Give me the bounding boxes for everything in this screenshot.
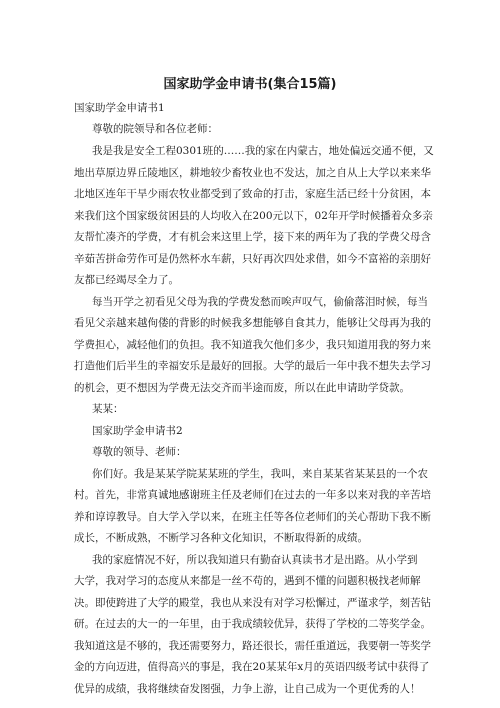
- body-line: 我知道这是不够的，我还需要努力，路还很长，需任重道远，我要朝一等奖学: [74, 640, 431, 652]
- body-line: 优异的成绩，我将继续奋发图强，力争上游，让自己成为一个更优秀的人！: [74, 683, 421, 695]
- body-line: 我的家庭情况不好，所以我知道只有勤奋认真读书才是出路。从小学到: [92, 554, 418, 566]
- signature-line: 某某：: [92, 403, 124, 415]
- body-line: 每当开学之初看见父母为我的学费发愁而唉声叹气，偷偷落泪时候，每当: [92, 296, 428, 308]
- section-heading-2: 国家助学金申请书2: [92, 425, 183, 437]
- body-line: 友帮忙凑齐的学费，才有机会来这里上学，接下来的两年为了我的学费父母含: [74, 231, 431, 243]
- salutation-2: 尊敬的领导、老师：: [92, 446, 187, 458]
- body-line: 成长，不断成熟，不断学习各种文化知识，不断取得新的成绩。: [74, 532, 368, 544]
- body-line: 村。首先，非常真诚地感谢班主任及老师们在过去的一年多以来对我的辛苦培: [74, 489, 431, 501]
- body-line: 养和谆谆教导。自大学入学以来，在班主任等各位老师们的关心帮助下我不断: [74, 511, 431, 523]
- body-line: 大学，我对学习的态度从来都是一丝不苟的，遇到不懂的问题积极找老师解: [74, 575, 421, 587]
- body-line: 看见父亲越来越佝偻的背影的时候我多想能够自食其力，能够让父母再为我的: [74, 317, 431, 329]
- document-title: 国家助学金申请书(集合15篇): [163, 77, 337, 92]
- body-line: 来我们这个国家级贫困县的人均收入在200元以下，02年开学时候播着众多亲: [74, 210, 433, 222]
- body-line: 金的方向迈进，值得高兴的事是，我在20某某年x月的英语四级考试中获得了: [74, 661, 430, 673]
- body-line: 学费担心，减轻他们的负担。我不知道我欠他们多少，我只知道用我的努力来: [74, 339, 431, 351]
- body-line: 地出草原边界丘陵地区，耕地较少畜牧业也不发达，加之自从上大学以来来华: [74, 167, 431, 179]
- body-line: 友都已经竭尽全力了。: [74, 274, 179, 286]
- body-line: 决。即使跨进了大学的殿堂，我也从来没有对学习松懈过，严谨求学，刻苦钻: [74, 597, 431, 609]
- salutation-1: 尊敬的院领导和各位老师：: [92, 123, 218, 135]
- section-heading-1: 国家助学金申请书1: [74, 102, 165, 114]
- body-line: 北地区连年干旱少雨农牧业都受到了致命的打击，家庭生活已经十分贫困，本: [74, 188, 431, 200]
- body-line: 的机会，更不想因为学费无法交齐而半途而废，所以在此申请助学贷款。: [74, 382, 410, 394]
- body-line: 打造他们后半生的幸福安乐是最好的回报。大学的最后一年中我不想失去学习: [74, 360, 431, 372]
- body-line: 你们好。我是某某学院某某班的学生，我叫，来自某某省某某县的一个农: [92, 468, 428, 480]
- body-line: 研。在过去的大一的一年里，由于我成绩较优异，获得了学校的二等奖学金。: [74, 618, 431, 630]
- body-line: 辛茹苦拼命劳作可是仍然杯水车薪，只好再次四处求借，如今不富裕的亲朋好: [74, 253, 431, 265]
- body-line: 我是我是安全工程0301班的……我的家在内蒙古，地处偏远交通不便，又: [92, 145, 434, 157]
